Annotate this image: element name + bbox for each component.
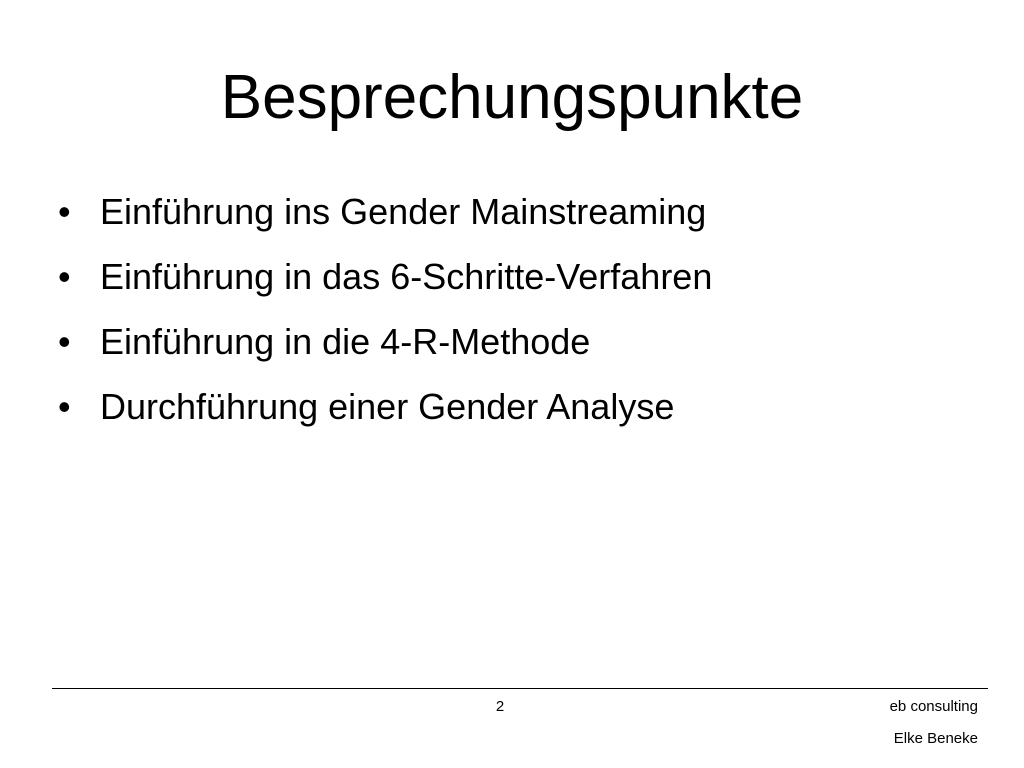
footer-divider xyxy=(52,688,988,689)
bullet-item xyxy=(58,255,712,299)
slide-title: Besprechungspunkte xyxy=(220,63,804,132)
bullet-icon: • xyxy=(58,256,71,297)
bullet-item xyxy=(58,320,712,364)
bullet-icon: • xyxy=(58,191,71,232)
footer-author: Elke Beneke xyxy=(893,730,978,747)
bullet-icon: • xyxy=(58,321,71,362)
page-number: 2 xyxy=(495,698,505,715)
bullet-item xyxy=(58,385,712,429)
footer-company: eb consulting xyxy=(889,698,978,715)
bullet-text: Durchführung einer Gender Analyse xyxy=(100,386,675,427)
bullet-item xyxy=(58,190,712,234)
bullet-text: Einführung ins Gender Mainstreaming xyxy=(100,191,707,232)
bullet-icon: • xyxy=(58,386,71,427)
bullet-text: Einführung in die 4-R-Methode xyxy=(100,321,591,362)
bullet-text: Einführung in das 6-Schritte-Verfahren xyxy=(100,256,713,297)
bullet-list xyxy=(58,190,712,450)
